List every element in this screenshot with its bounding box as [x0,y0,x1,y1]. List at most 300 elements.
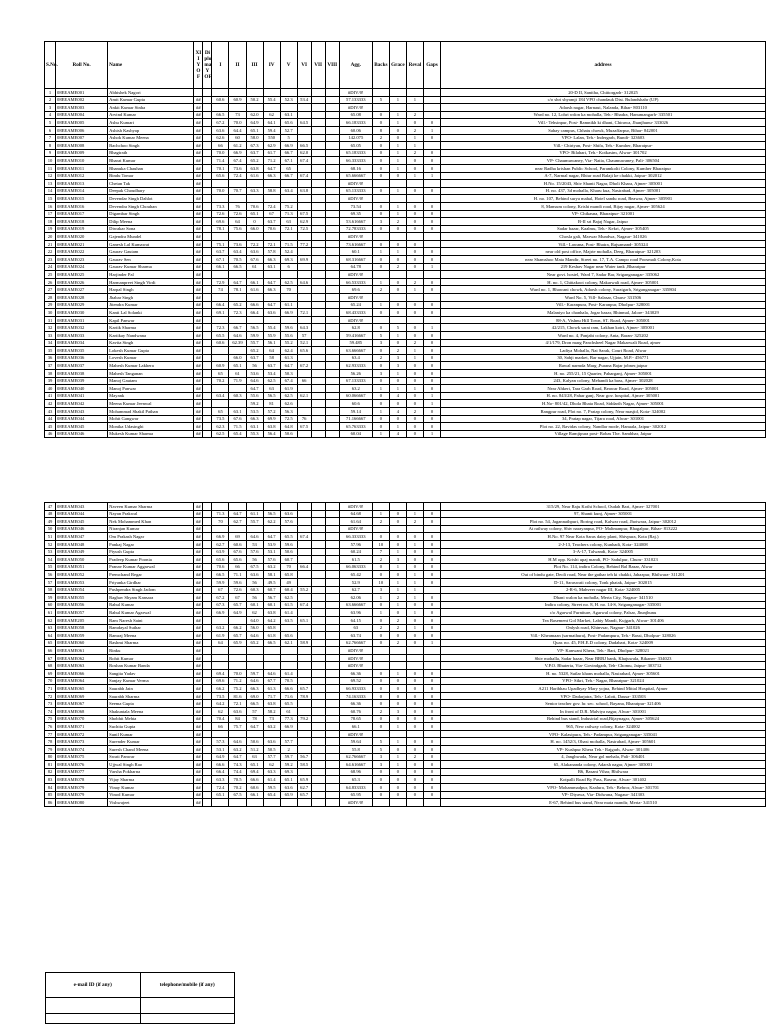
cell-sem6: 65.6 [297,347,311,355]
cell-sno: 3 [45,104,56,112]
cell-diploma [203,746,212,754]
cell-backs [372,89,389,97]
cell-xii: ## [194,761,203,769]
cell-grace [389,662,406,670]
cell-agg: 63.666667 [339,601,372,609]
cell-sem7 [311,578,325,586]
cell-sem7 [311,662,325,670]
cell-sem1 [212,195,229,203]
cell-agg: 64.78 [339,263,372,271]
cell-address: 4/1/179, Dron marg Panchsheel Nagar Makarwali Road, ajmer [441,339,766,347]
cell-sem7 [311,164,325,172]
cell-sem3: 65.2 [246,347,263,355]
cell-address: H. no. 437, 3d mohalla, Kharu kua, Nasirabad, Ajmer- 305001 [441,187,766,195]
cell-sem3 [246,89,263,97]
cell-agg: 65.666667 [339,172,372,180]
cell-gaps: 0 [423,708,440,716]
table-row [45,111,766,119]
cell-backs: 5 [372,332,389,340]
cell-reval [406,647,423,655]
cell-backs: 0 [372,172,389,180]
cell-address: Quar. no. 45, P.H.E.D colony, Dadabari, Kota- 324009 [441,639,766,647]
cell-sem2: 61 [229,369,246,377]
cell-xii: ## [194,96,203,104]
cell-reval: 1 [406,385,423,393]
cell-address: VP- Chaumuwaney, Via- Natia, Chaumuwaney, Pali- 306504 [441,157,766,165]
cell-sno: 76 [45,723,56,731]
cell-agg: 61.64 [339,518,372,526]
table-row [45,540,766,548]
cell-sem1: 73.5 [212,692,229,700]
cell-gaps: 1 [423,430,440,438]
cell-xii: ## [194,594,203,602]
cell-grace: 1 [389,548,406,556]
cell-backs: 2 [372,134,389,142]
cell-gaps [423,730,440,738]
cell-agg: 68.16 [339,164,372,172]
cell-backs: 5 [372,738,389,746]
cell-sem5: 65.5 [280,700,297,708]
cell-grace: 1 [389,119,406,127]
cell-sem8 [325,571,339,579]
cell-diploma [203,347,212,355]
col-header-sem4: IV [263,42,280,89]
cell-grace: 0 [389,692,406,700]
table-row [45,240,766,248]
cell-sno: 74 [45,708,56,716]
table-row [45,525,766,533]
cell-roll: 08EEAME075 [56,753,108,761]
cell-gaps [423,294,440,302]
cell-xii: ## [194,210,203,218]
cell-address: VPO- Kalasipura, Teh.- Padampur, Sriganganagar- 335041 [441,730,766,738]
cell-sem4: 63.6 [263,309,280,317]
cell-sno: 28 [45,294,56,302]
cell-sem1 [212,503,229,511]
cell-sem6 [297,624,311,632]
cell-sem7 [311,271,325,279]
cell-sem8 [325,233,339,241]
cell-gaps: 0 [423,670,440,678]
cell-sem8 [325,339,339,347]
table-row [45,195,766,203]
cell-name: Gaurav Sen [108,256,194,264]
cell-sem5: 62.1 [280,639,297,647]
cell-sem2: 62.7 [229,518,246,526]
table-row [45,309,766,317]
cell-sem2 [229,616,246,624]
cell-sem1: 61.9 [212,632,229,640]
cell-diploma [203,503,212,511]
cell-sno: 12 [45,172,56,180]
cell-xii: ## [194,503,203,511]
cell-grace: 1 [389,202,406,210]
cell-reval: 1 [406,142,423,150]
cell-sem2 [229,294,246,302]
cell-xii: ## [194,533,203,541]
cell-xii: ## [194,332,203,340]
cell-address: near Radha krishan Public School, Paramkolti Colony, Kumher Bharatpur [441,164,766,172]
cell-grace: 0 [389,256,406,264]
cell-diploma [203,776,212,784]
cell-roll: 08EEAME062 [56,654,108,662]
cell-sem8 [325,369,339,377]
cell-sem2 [229,647,246,655]
cell-backs: 0 [372,210,389,218]
cell-grace: 0 [389,278,406,286]
table-row [45,202,766,210]
cell-sem3: 65.2 [246,639,263,647]
cell-sem8 [325,548,339,556]
cell-reval: 1 [406,134,423,142]
cell-name: Lovesh Kumar [108,354,194,362]
cell-reval: 0 [406,392,423,400]
table-row [45,89,766,97]
cell-agg: 62.06 [339,594,372,602]
cell-backs: 3 [372,369,389,377]
phone-field[interactable] [140,998,235,1014]
cell-backs: 3 [372,339,389,347]
cell-reval: 0 [406,164,423,172]
cell-sem6 [297,354,311,362]
cell-sem1: 67.1 [212,256,229,264]
cell-name: Bhanuka Chauhan [108,164,194,172]
cell-agg: 59.485 [339,339,372,347]
cell-xii: ## [194,309,203,317]
cell-sem2: 72.6 [229,210,246,218]
cell-sem7 [311,157,325,165]
cell-address: H. no. 843/28, Pahar ganj, Near gov. hospital, Ajmer- 305001 [441,392,766,400]
cell-sem6: 67.4 [297,157,311,165]
cell-agg: 68.96 [339,768,372,776]
cell-roll: 08EEAME015 [56,195,108,203]
cell-sem8 [325,708,339,716]
cell-sno: 49 [45,518,56,526]
cell-diploma [203,753,212,761]
cell-grace: 1 [389,142,406,150]
cell-sem1: 57.3 [212,738,229,746]
cell-address: In front of D.R. Malviya nagar, Alwar- 301001 [441,708,766,716]
cell-sem1: 65.5 [212,332,229,340]
cell-sem5 [280,195,297,203]
cell-address: H. no. 255/21, 15 Quarter, Paharganj, Ajmer- 305001 [441,369,766,377]
cell-sem2: 72.3 [229,309,246,317]
cell-xii: ## [194,730,203,738]
cell-reval [406,233,423,241]
cell-gaps: 0 [423,723,440,731]
cell-name: Ujjwal Singh Rao [108,761,194,769]
cell-grace: 0 [389,286,406,294]
cell-sem7 [311,142,325,150]
cell-roll: 08EEAME046 [56,430,108,438]
cell-sem4: 56.4 [263,430,280,438]
cell-grace: 1 [389,578,406,586]
col-header-roll: Roll No. [56,42,108,89]
cell-grace: 1 [389,332,406,340]
cell-reval: 0 [406,210,423,218]
cell-sem6 [297,647,311,655]
cell-diploma [203,324,212,332]
table-row [45,670,766,678]
cell-backs: 2 [372,354,389,362]
cell-sem6 [297,126,311,134]
cell-grace [389,104,406,112]
cell-roll: 08EEAME064 [56,677,108,685]
cell-sem8 [325,195,339,203]
cell-sem5: 62.6 [280,400,297,408]
cell-sem5: 69.3 [280,256,297,264]
cell-agg: #DIV/0! [339,525,372,533]
cell-sem4: 61.7 [263,149,280,157]
cell-sem1: 63.3 [212,776,229,784]
cell-sem7 [311,799,325,807]
cell-sem6 [297,540,311,548]
cell-address: A211 Haribhau Upadhyay Mary yojna, Behind Mittal Hospital, Ajmer [441,685,766,693]
cell-sem7 [311,233,325,241]
cell-backs: 0 [372,768,389,776]
cell-gaps: 0 [423,407,440,415]
cell-diploma [203,518,212,526]
cell-sem2: 70.7 [229,187,246,195]
cell-sem6: 67.5 [297,210,311,218]
cell-sem6 [297,233,311,241]
cell-name: Surender Kumar [108,738,194,746]
cell-address: Village Ramjipura post- Bobas The. Sambhar, Jaipur [441,430,766,438]
cell-address: 30, Sabji market, Bar nagar, Ujjain, M.P.- 456771 [441,354,766,362]
cell-address: D-11, Saraswati colony, Tonk phatak, Jaipur- 302015 [441,578,766,586]
cell-sno: 84 [45,783,56,791]
cell-gaps [423,142,440,150]
cell-name: Suchita Gupta [108,723,194,731]
cell-sno: 72 [45,692,56,700]
cell-agg: 65.183333 [339,149,372,157]
cell-xii: ## [194,392,203,400]
cell-reval [406,525,423,533]
cell-sem8 [325,662,339,670]
cell-sem4: 58 [263,354,280,362]
table-row [45,723,766,731]
cell-sem1: 66.9 [212,609,229,617]
cell-sem7 [311,609,325,617]
table-row [45,104,766,112]
cell-grace: 4 [389,430,406,438]
cell-sem6 [297,202,311,210]
cell-sem5: 61.9 [280,385,297,393]
phone-field-extra[interactable] [140,1014,235,1024]
cell-grace: 2 [389,263,406,271]
cell-name: Shakuntala Meena [108,708,194,716]
cell-sem3: 62 [246,609,263,617]
cell-agg: 78.65 [339,715,372,723]
cell-grace [389,271,406,279]
cell-name: Pranav Kumar Aggarwal [108,563,194,571]
cell-diploma [203,594,212,602]
cell-sem6: 64.6 [297,278,311,286]
email-field[interactable] [46,998,141,1014]
cell-roll: 08EEAME068 [56,708,108,716]
cell-gaps: 0 [423,594,440,602]
cell-name: Lokesh Kumar Gupta [108,347,194,355]
cell-sem4: 81 [263,400,280,408]
cell-roll: 08EEAME076 [56,761,108,769]
cell-sno: 66 [45,647,56,655]
cell-agg: 66.333333 [339,157,372,165]
cell-agg: 74.163333 [339,692,372,700]
cell-backs: 0 [372,240,389,248]
cell-name: Swati Panwar [108,753,194,761]
cell-grace: 0 [389,632,406,640]
cell-grace: 1 [389,210,406,218]
cell-agg: 57.133333 [339,96,372,104]
cell-diploma [203,369,212,377]
cell-name: Harmanpreet Singh Virdi [108,278,194,286]
cell-sem1: 63.9 [212,548,229,556]
cell-sno: 50 [45,525,56,533]
cell-sem6: 67.4 [297,533,311,541]
cell-sem8 [325,533,339,541]
cell-diploma [203,164,212,172]
cell-roll: 08EEAME052 [56,571,108,579]
cell-reval: 0 [406,423,423,431]
cell-sem6 [297,632,311,640]
cell-sem8 [325,791,339,799]
cell-sem6 [297,248,311,256]
table-row [45,263,766,271]
table-row [45,776,766,784]
cell-sem1: 69.6 [212,218,229,226]
cell-sem2: 67.6 [229,415,246,423]
cell-diploma [203,400,212,408]
cell-sem5: 65.9 [280,791,297,799]
cell-sem3: 63 [246,753,263,761]
cell-sem3: 65.1 [246,126,263,134]
cell-roll: 08EEAME013 [56,180,108,188]
results-body-bottom [45,503,766,807]
cell-backs: 0 [372,377,389,385]
cell-sem2 [229,271,246,279]
table-row [45,594,766,602]
cell-sem2: 74.3 [229,761,246,769]
cell-sem4: 72.4 [263,202,280,210]
cell-name: Ankit Kumar Sinha [108,104,194,112]
cell-backs: 0 [372,324,389,332]
cell-sem3: 66.6 [246,301,263,309]
cell-sem2: 65.6 [229,556,246,564]
cell-diploma [203,415,212,423]
cell-sem8 [325,187,339,195]
cell-address: c/o shri shyamji 184 VPO chandauk Dist. Bulandshahr (UP) [441,96,766,104]
cell-backs: 1 [372,248,389,256]
cell-backs: 0 [372,563,389,571]
cell-reval: 1 [406,578,423,586]
cell-sem5: 72.1 [280,225,297,233]
cell-sem6: 67.5 [297,423,311,431]
cell-roll: 08EEAME033 [56,332,108,340]
cell-diploma [203,540,212,548]
cell-sno: 19 [45,225,56,233]
cell-backs [372,180,389,188]
cell-gaps: 0 [423,533,440,541]
cell-backs: 0 [372,202,389,210]
cell-grace [389,525,406,533]
cell-sem4: 63.2 [263,723,280,731]
cell-sem1: 73.3 [212,202,229,210]
cell-sem2 [229,89,246,97]
cell-sem8 [325,248,339,256]
cell-sem5 [280,104,297,112]
cell-diploma [203,556,212,564]
cell-sem3: 67.6 [246,256,263,264]
cell-sem1: 53.1 [212,746,229,754]
cell-sem8 [325,134,339,142]
cell-name: Varsha Pokharna [108,768,194,776]
cell-sem3: 56 [246,578,263,586]
cell-reval: 0 [406,791,423,799]
cell-sem1 [212,616,229,624]
cell-grace: 1 [389,601,406,609]
email-field-extra[interactable] [46,1014,141,1024]
cell-roll: 08EEAME024 [56,263,108,271]
cell-gaps: 0 [423,415,440,423]
cell-agg: 65.3 [339,776,372,784]
cell-sem2: 64.7 [229,278,246,286]
cell-sem2: 65.9 [229,639,246,647]
cell-reval [406,271,423,279]
cell-agg: 66.333333 [339,533,372,541]
cell-gaps: 0 [423,518,440,526]
cell-sem8 [325,700,339,708]
cell-agg: 67.133333 [339,377,372,385]
cell-diploma [203,510,212,518]
cell-backs: 0 [372,225,389,233]
cell-sem4: 55.4 [263,324,280,332]
cell-sem4: 56.5 [263,510,280,518]
cell-reval: 1 [406,510,423,518]
cell-gaps [423,96,440,104]
cell-xii: ## [194,624,203,632]
cell-roll: 08EEAME014 [56,187,108,195]
cell-sem3: 58.0 [246,134,263,142]
cell-grace: 2 [389,347,406,355]
cell-sem2: 64.6 [229,738,246,746]
cell-address: near old post office, Majrie mohalla, Deeg, Bharatpur- 321203 [441,248,766,256]
cell-sem5 [280,654,297,662]
cell-gaps: 0 [423,134,440,142]
cell-diploma [203,294,212,302]
cell-name: Vinay Kumar [108,783,194,791]
cell-backs: 0 [372,783,389,791]
cell-sem2: 65.4 [229,430,246,438]
cell-sem2: 65.7 [229,601,246,609]
cell-sem7 [311,533,325,541]
cell-xii: ## [194,286,203,294]
cell-sem2 [229,654,246,662]
cell-sem4: 64.7 [263,278,280,286]
cell-gaps: 0 [423,700,440,708]
cell-sem3: 59.9 [246,332,263,340]
cell-sem2: 63.4 [229,248,246,256]
cell-sem7 [311,768,325,776]
cell-address: Vill.- Chiriyan, Post- Shifa, Teh.- Kumher, Bharatpur- [441,142,766,150]
cell-backs: 5 [372,96,389,104]
cell-sem5 [280,294,297,302]
cell-name: Sangita Yadav [108,670,194,678]
cell-gaps [423,503,440,511]
cell-agg: 60.6 [339,400,372,408]
cell-address: 88-A, Vishnu Hill Town, ST. Road, Ajmer- 305001 [441,316,766,324]
cell-gaps: 0 [423,385,440,393]
cell-sem2: 64 [229,218,246,226]
